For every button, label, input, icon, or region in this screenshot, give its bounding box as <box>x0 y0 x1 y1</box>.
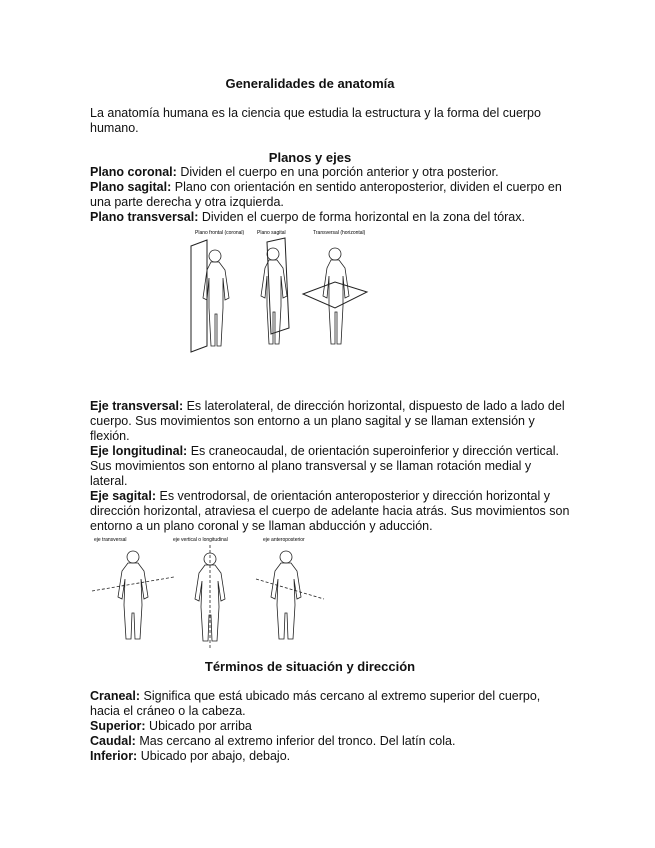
term-caudal <box>90 734 570 749</box>
term-label: Inferior: <box>90 749 138 763</box>
term-text: Es ventrodorsal, de orientación anteroposterior y dirección horizontal y dirección horizontal, atraviesa el cuerpo de adelante hacia atrás. Sus movimientos son entorno a un plano coronal y se llaman abducción y aducción. <box>90 489 570 533</box>
plane-sagital <box>90 180 570 210</box>
term-label: Eje longitudinal: <box>90 444 188 458</box>
axis-label-anteroposterior: eje anteroposterior <box>263 537 305 543</box>
axis-transversal <box>90 399 570 444</box>
term-craneal <box>90 689 570 719</box>
section-title-terms: Términos de situación y dirección <box>204 659 416 674</box>
axis-sagital <box>90 489 570 534</box>
term-text: Mas cercano al extremo inferior del tronco. Del latín cola. <box>139 734 456 748</box>
intro-paragraph: La anatomía humana es la ciencia que estudia la estructura y la forma del cuerpo humano. <box>90 106 541 135</box>
axis-label-transversal: eje transversal <box>94 537 127 543</box>
term-text: Dividen el cuerpo en una porción anterior y otra posterior. <box>180 165 499 179</box>
anatomical-planes-figure <box>185 228 370 358</box>
axes-list <box>90 399 570 534</box>
term-label: Eje sagital: <box>90 489 156 503</box>
term-superior <box>90 719 570 734</box>
section-title-planes: Planos y ejes <box>268 150 352 165</box>
page-title: Generalidades de anatomía <box>225 76 395 91</box>
anatomical-axes-figure <box>88 535 328 650</box>
plane-transversal <box>90 210 570 225</box>
axis-label-longitudinal: eje vertical o longitudinal <box>173 537 228 543</box>
term-text: Significa que está ubicado más cercano al extremo superior del cuerpo, hacia el cráneo o la cabeza. <box>90 689 541 718</box>
term-text: Ubicado por abajo, debajo. <box>140 749 291 763</box>
term-label: Eje transversal: <box>90 399 184 413</box>
term-text: Es craneocaudal, de orientación superoinferior y dirección vertical. Sus movimientos son entorno al plano transversal y se llaman rotación medial y lateral. <box>90 444 559 488</box>
term-text: Ubicado por arriba <box>149 719 252 733</box>
term-text: Plano con orientación en sentido anteroposterior, dividen el cuerpo en una parte derecha y otra izquierda. <box>90 180 562 209</box>
term-label: Plano coronal: <box>90 165 177 179</box>
term-label: Plano transversal: <box>90 210 199 224</box>
plane-coronal <box>90 165 570 180</box>
axis-longitudinal <box>90 444 570 489</box>
terms-list <box>90 689 570 764</box>
planes-list <box>90 165 570 225</box>
term-text: Es laterolateral, de dirección horizontal, dispuesto de lado a lado del cuerpo. Sus movimientos son entorno a un plano sagital y se llaman extensión y flexión. <box>90 399 565 443</box>
term-label: Craneal: <box>90 689 141 703</box>
term-label: Plano sagital: <box>90 180 172 194</box>
term-inferior <box>90 749 570 764</box>
plane-label-coronal: Plano frontal (coronal) <box>195 230 245 236</box>
term-text: Dividen el cuerpo de forma horizontal en la zona del tórax. <box>201 210 525 224</box>
plane-label-transversal: Transversal (horizontal) <box>313 230 366 236</box>
term-label: Caudal: <box>90 734 136 748</box>
plane-label-sagital: Plano sagital <box>257 230 286 236</box>
term-label: Superior: <box>90 719 146 733</box>
